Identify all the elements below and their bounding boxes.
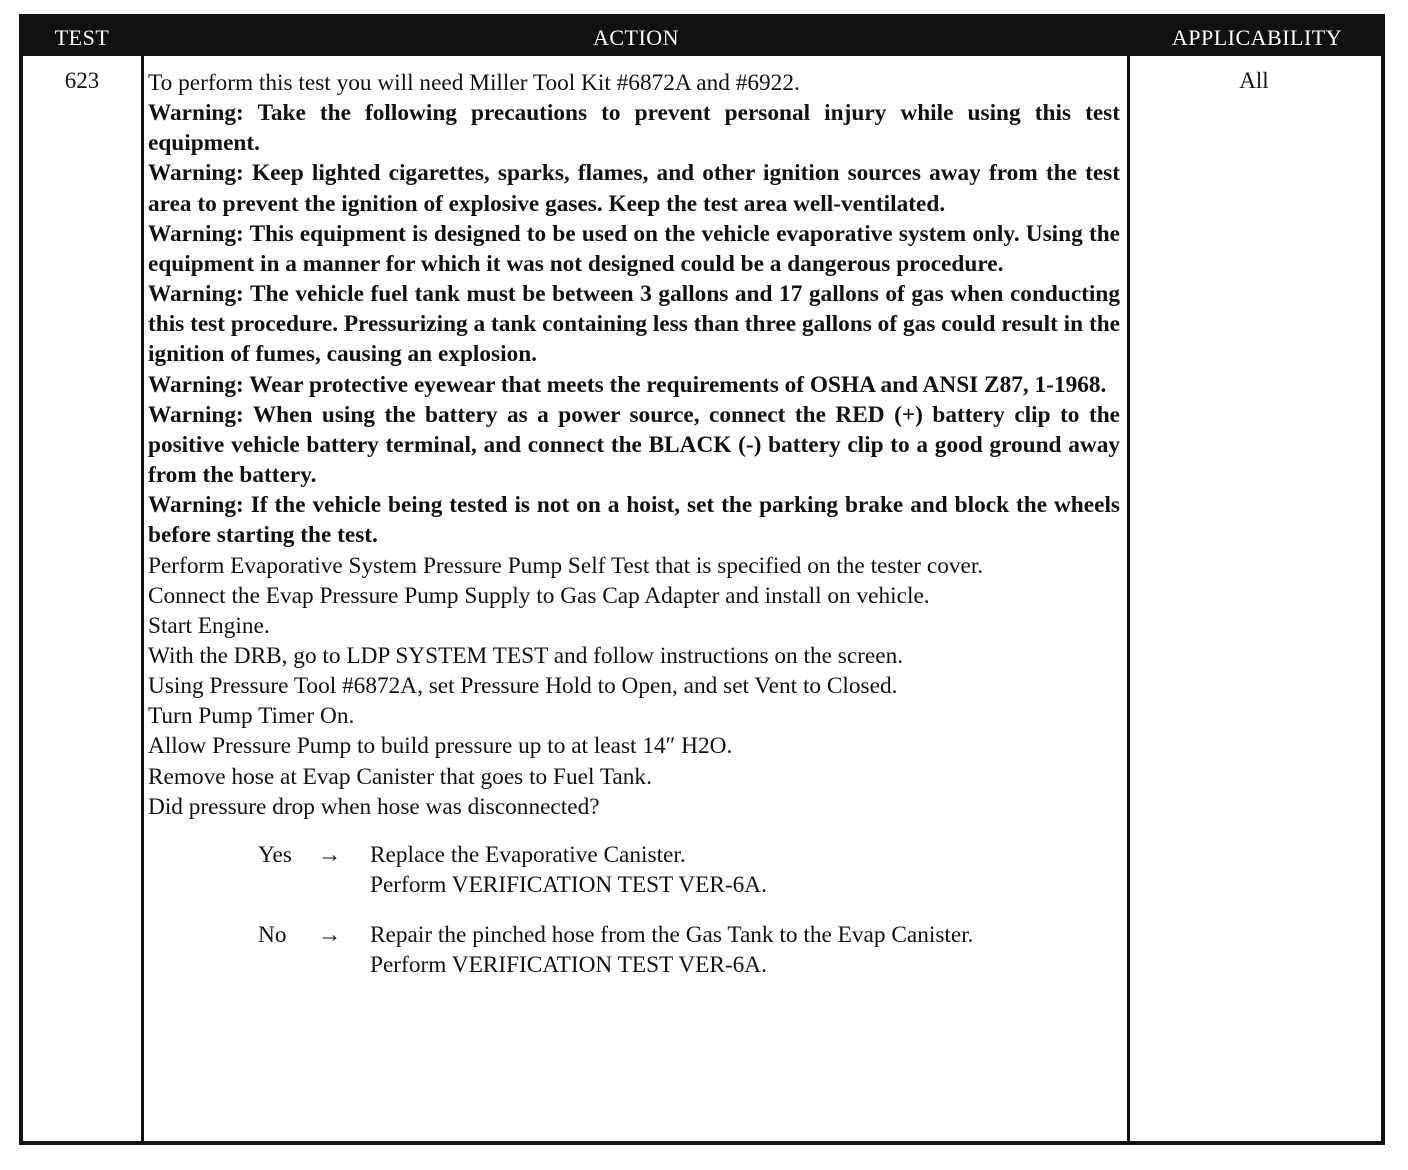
warning-text: Warning: Wear protective eyewear that meets the requirements of OSHA and ANSI Z87, 1-1968. [148,371,1107,398]
step-text: Perform Evaporative System Pressure Pump Self Test that is specified on the tester cover. [148,552,984,579]
warning-text: Warning: If the vehicle being tested is not on a hoist, set the parking brake and block the wheels before starting the test. [148,492,1120,549]
table-header [23,18,1381,56]
right-arrow-icon: → [318,921,342,948]
result-yes-line2: Perform VERIFICATION TEST VER-6A. [370,872,767,899]
warning-text: Warning: When using the battery as a power source, connect the RED (+) battery clip to the positive vehicle battery terminal, and connect the BLACK (-) battery clip to a good ground away from the battery. [148,401,1120,489]
right-arrow-icon: → [318,841,342,868]
step-text: Remove hose at Evap Canister that goes to Fuel Tank. [148,763,652,790]
result-yes-line1: Replace the Evaporative Canister. [370,841,686,868]
test-number: 623 [64,68,100,93]
result-no-line1: Repair the pinched hose from the Gas Tank to the Evap Canister. [370,921,974,948]
result-no-label: No [258,921,287,948]
result-yes-label: Yes [258,841,292,868]
result-yes-text [370,840,1130,900]
warning-text: Warning: Take the following precautions to prevent personal injury while using this test equipment. [148,100,1120,157]
step-text: Using Pressure Tool #6872A, set Pressure Hold to Open, and set Vent to Closed. [148,673,898,700]
applicability-value: All [1239,68,1269,93]
step-text: Start Engine. [148,612,270,639]
question-text: Did pressure drop when hose was disconnected? [148,793,600,820]
warning-text: Warning: Keep lighted cigarettes, sparks, flames, and other ignition sources away from the test area to prevent the ignition of explosive gases. Keep the test area well-ventilated. [148,160,1120,217]
header-action: ACTION [592,25,680,50]
step-text: Turn Pump Timer On. [148,703,355,730]
header-test: TEST [54,25,110,50]
action-cell [148,68,1120,980]
warning-text: Warning: This equipment is designed to be used on the vehicle evaporative system only. Using the equipment in a manner for which it was not designed could be a dangerous procedure. [148,220,1120,277]
intro-text: To perform this test you will need Miller Tool Kit #6872A and #6922. [148,70,800,96]
column-divider [141,56,144,1141]
warning-text: Warning: The vehicle fuel tank must be between 3 gallons and 17 gallons of gas when conducting this test procedure. Pressurizing a tank containing less than three gallons of gas could result in the ignition of fumes, causing an explosion. [148,281,1120,368]
result-no-text [370,920,1130,980]
result-no-line2: Perform VERIFICATION TEST VER-6A. [370,952,767,979]
step-text: With the DRB, go to LDP SYSTEM TEST and follow instructions on the screen. [148,642,904,669]
result-no [148,920,1120,980]
step-text: Allow Pressure Pump to build pressure up to at least 14″ H2O. [148,733,733,760]
step-text: Connect the Evap Pressure Pump Supply to Gas Cap Adapter and install on vehicle. [148,582,930,609]
result-yes [148,840,1120,900]
header-applicability: APPLICABILITY [1171,25,1343,50]
procedure-table [19,14,1385,1145]
